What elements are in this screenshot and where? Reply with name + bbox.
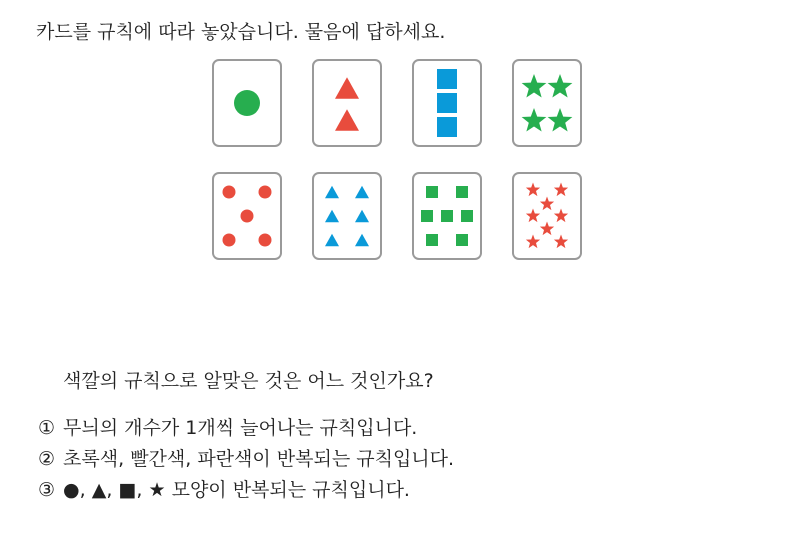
square-symbol: ■ bbox=[118, 479, 137, 501]
card-pattern bbox=[214, 174, 280, 258]
triangle-mark bbox=[325, 210, 339, 223]
answer-option-2[interactable] bbox=[38, 447, 454, 471]
card-pattern bbox=[314, 174, 380, 258]
square-mark bbox=[441, 210, 453, 222]
pattern-card-5 bbox=[212, 172, 282, 260]
circle-mark bbox=[241, 210, 254, 223]
pattern-card-6 bbox=[312, 172, 382, 260]
triangle-mark bbox=[355, 186, 369, 199]
square-mark bbox=[461, 210, 473, 222]
star-mark bbox=[522, 108, 547, 132]
option-number: ③ bbox=[38, 479, 56, 501]
star-mark bbox=[540, 197, 554, 211]
card-pattern bbox=[414, 174, 480, 258]
option-number: ① bbox=[38, 417, 56, 439]
square-mark bbox=[437, 117, 457, 137]
option-text: 모양이 반복되는 규칙입니다. bbox=[171, 479, 410, 501]
instruction-text: 카드를 규칙에 따라 놓았습니다. 물음에 답하세요. bbox=[36, 21, 446, 43]
card-pattern bbox=[214, 61, 280, 145]
star-mark bbox=[526, 235, 540, 249]
square-mark bbox=[437, 69, 457, 89]
square-mark bbox=[421, 210, 433, 222]
star-symbol: ★ bbox=[148, 479, 166, 501]
circle-mark bbox=[223, 234, 236, 247]
star-mark bbox=[526, 183, 540, 197]
triangle-mark bbox=[335, 77, 359, 99]
star-mark bbox=[522, 74, 547, 98]
option-text: 무늬의 개수가 1개씩 늘어나는 규칙입니다. bbox=[63, 417, 418, 439]
pattern-card-7 bbox=[412, 172, 482, 260]
square-mark bbox=[456, 186, 468, 198]
triangle-symbol: ▲ bbox=[91, 479, 107, 501]
star-mark bbox=[554, 235, 568, 249]
pattern-card-2 bbox=[312, 59, 382, 147]
square-mark bbox=[437, 93, 457, 113]
triangle-mark bbox=[325, 186, 339, 199]
pattern-card-3 bbox=[412, 59, 482, 147]
circle-mark bbox=[234, 90, 260, 116]
card-pattern bbox=[314, 61, 380, 145]
pattern-card-8 bbox=[512, 172, 582, 260]
triangle-mark bbox=[335, 109, 359, 131]
star-mark bbox=[554, 209, 568, 223]
pattern-card-1 bbox=[212, 59, 282, 147]
circle-mark bbox=[259, 186, 272, 199]
option-number: ② bbox=[38, 448, 56, 470]
question-text: 색깔의 규칙으로 알맞은 것은 어느 것인가요? bbox=[63, 370, 434, 392]
square-mark bbox=[426, 234, 438, 246]
circle-symbol: ● bbox=[63, 479, 80, 501]
star-mark bbox=[526, 209, 540, 223]
circle-mark bbox=[223, 186, 236, 199]
card-pattern bbox=[514, 61, 580, 145]
card-pattern bbox=[514, 174, 580, 258]
star-mark bbox=[540, 222, 554, 236]
triangle-mark bbox=[325, 234, 339, 247]
square-mark bbox=[426, 186, 438, 198]
triangle-mark bbox=[355, 210, 369, 223]
star-mark bbox=[554, 183, 568, 197]
triangle-mark bbox=[355, 234, 369, 247]
star-mark bbox=[548, 108, 573, 132]
square-mark bbox=[456, 234, 468, 246]
star-mark bbox=[548, 74, 573, 98]
pattern-card-4 bbox=[512, 59, 582, 147]
option-text: 초록색, 빨간색, 파란색이 반복되는 규칙입니다. bbox=[63, 448, 455, 470]
card-pattern bbox=[414, 61, 480, 145]
answer-option-1[interactable] bbox=[38, 416, 417, 440]
answer-option-3[interactable]: ③ ●, ▲, ■, ★ 모양이 반복되는 규칙입니다. bbox=[38, 479, 410, 501]
circle-mark bbox=[259, 234, 272, 247]
